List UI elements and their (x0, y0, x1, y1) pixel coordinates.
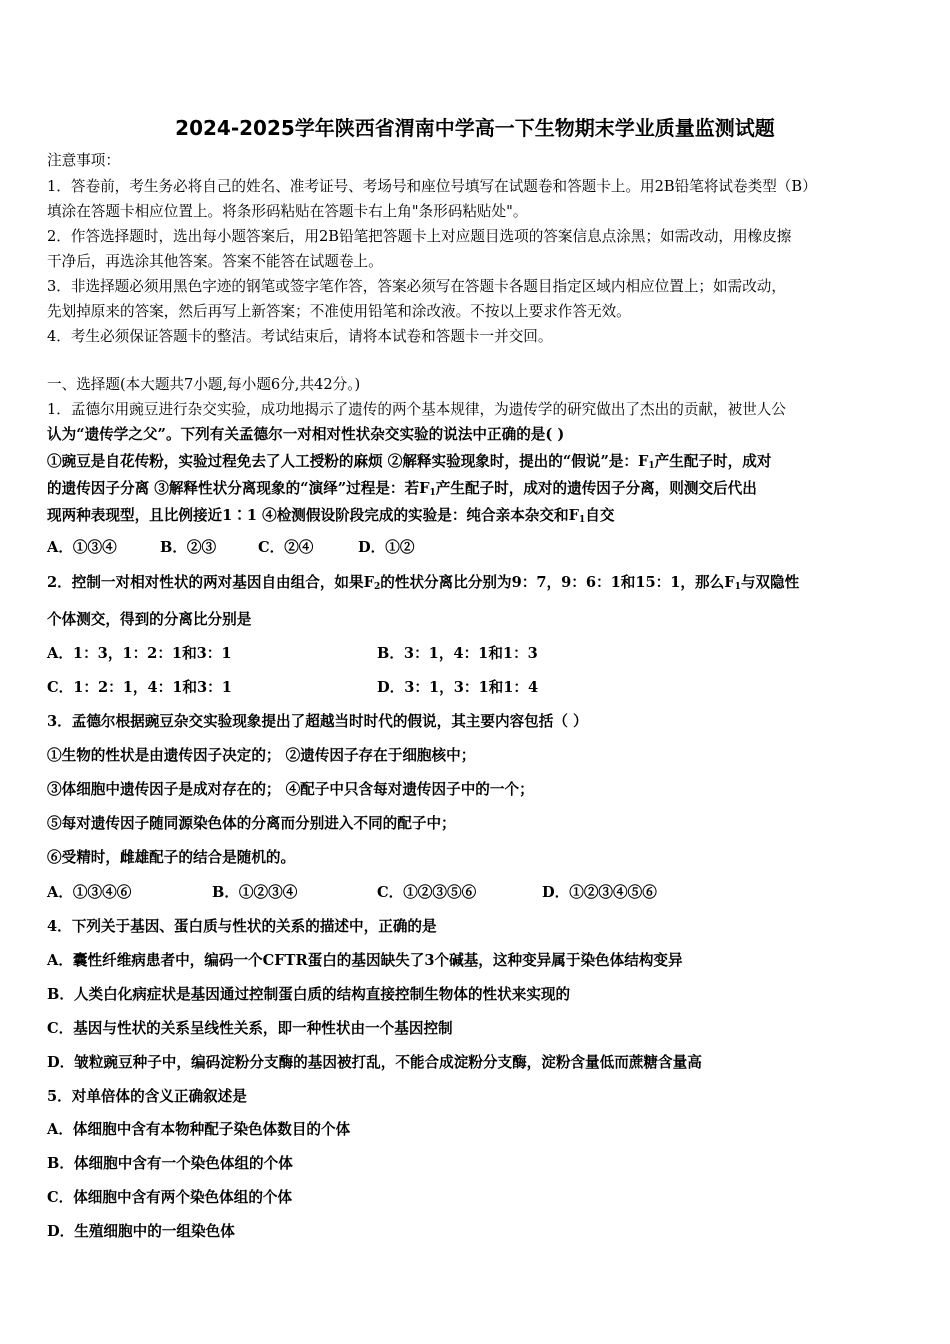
q1-stem-line: 认为“遗传学之父”。下列有关孟德尔一对相对性状杂交实验的说法中正确的是( ) (47, 426, 565, 443)
q3-item: ⑥受精时，雌雄配子的结合是随机的。 (47, 849, 296, 866)
q1-option-a[interactable]: A．①③④ (47, 539, 117, 556)
notice-line: 1．答卷前，考生务必将自己的姓名、准考证号、考场号和座位号填写在试题卷和答题卡上。用2B铅笔将试卷类型（B） (47, 178, 817, 195)
q5-stem: 5．对单倍体的含义正确叙述是 (47, 1088, 247, 1105)
q5-option-c[interactable]: C．体细胞中含有两个染色体组的个体 (47, 1189, 293, 1206)
notice-line: 2．作答选择题时，选出每小题答案后，用2B铅笔把答题卡上对应题目选项的答案信息点涂黑；如需改动，用橡皮擦 (47, 228, 792, 245)
q3-option-d[interactable]: D．①②③④⑤⑥ (542, 884, 657, 901)
notice-heading: 注意事项： (47, 152, 120, 169)
q1-statement: ①豌豆是自花传粉，实验过程免去了人工授粉的麻烦 ②解释实验现象时，提出的“假说”是：$F_1$产生配子时，成对 (47, 453, 772, 471)
q1-statement: 现两种表现型，且比例接近1∶1 ④检测假设阶段完成的实验是：纯合亲本杂交和$F_1$自交 (47, 507, 615, 525)
q3-option-a[interactable]: A．①③④⑥ (47, 884, 132, 901)
q1-statement: 的遗传因子分离 ③解释性状分离现象的“演绎”过程是：若$F_1$产生配子时，成对的遗传因子分离，则测交后代出 (47, 480, 757, 498)
notice-line: 4．考生必须保证答题卡的整洁。考试结束后，请将本试卷和答题卡一并交回。 (47, 328, 553, 345)
q3-item: ①生物的性状是由遗传因子决定的； ②遗传因子存在于细胞核中； (47, 747, 476, 764)
q2-stem-line: 2．控制一对相对性状的两对基因自由组合，如果$F_2$的性状分离比分别为9：7，9：6：1和15：1，那么$F_1$与双隐性 (47, 574, 800, 592)
q5-option-d[interactable]: D．生殖细胞中的一组染色体 (47, 1223, 235, 1240)
q4-stem: 4．下列关于基因、蛋白质与性状的关系的描述中，正确的是 (47, 918, 437, 935)
q2-option-b[interactable]: B．3：1，4：1和1：3 (377, 645, 538, 662)
q1-option-b[interactable]: B．②③ (160, 539, 217, 556)
q1-option-d[interactable]: D．①② (358, 539, 415, 556)
notice-line: 先划掉原来的答案，然后再写上新答案；不准使用铅笔和涂改液。不按以上要求作答无效。 (47, 303, 631, 320)
q4-option-d[interactable]: D．皱粒豌豆种子中，编码淀粉分支酶的基因被打乱，不能合成淀粉分支酶，淀粉含量低而蔗糖含量高 (47, 1054, 702, 1071)
q2-option-d[interactable]: D．3：1，3：1和1：4 (377, 679, 539, 696)
notice-line: 干净后，再选涂其他答案。答案不能答在试题卷上。 (47, 253, 383, 270)
q4-option-c[interactable]: C．基因与性状的关系呈线性关系，即一种性状由一个基因控制 (47, 1020, 453, 1037)
q2-option-a[interactable]: A．1：3，1：2：1和3：1 (47, 645, 232, 662)
q5-option-b[interactable]: B．体细胞中含有一个染色体组的个体 (47, 1155, 293, 1172)
q3-item: ③体细胞中遗传因子是成对存在的； ④配子中只含每对遗传因子中的一个； (47, 781, 534, 798)
section-heading: 一、选择题(本大题共7小题,每小题6分,共42分。) (47, 376, 361, 393)
q1-stem-line: 1．孟德尔用豌豆进行杂交实验，成功地揭示了遗传的两个基本规律，为遗传学的研究做出了杰出的贡献，被世人公 (47, 401, 786, 418)
q3-option-c[interactable]: C．①②③⑤⑥ (377, 884, 477, 901)
q3-item: ⑤每对遗传因子随同源染色体的分离而分别进入不同的配子中； (47, 815, 456, 832)
q5-option-a[interactable]: A．体细胞中含有本物种配子染色体数目的个体 (47, 1121, 351, 1138)
q2-stem-line: 个体测交，得到的分离比分别是 (47, 611, 252, 628)
q1-option-c[interactable]: C．②④ (258, 539, 314, 556)
q3-option-b[interactable]: B．①②③④ (212, 884, 298, 901)
notice-line: 3．非选择题必须用黑色字迹的钢笔或签字笔作答，答案必须写在答题卡各题目指定区域内相应位置上；如需改动， (47, 278, 786, 295)
q4-option-a[interactable]: A．囊性纤维病患者中，编码一个CFTR蛋白的基因缺失了3个碱基，这种变异属于染色体结构变异 (47, 952, 683, 969)
q3-stem: 3．孟德尔根据豌豆杂交实验现象提出了超越当时时代的假说，其主要内容包括（ ） (47, 713, 588, 730)
exam-title: 2024-2025学年陕西省渭南中学高一下生物期末学业质量监测试题 (175, 116, 775, 140)
q4-option-b[interactable]: B．人类白化病症状是基因通过控制蛋白质的结构直接控制生物体的性状来实现的 (47, 986, 571, 1003)
q2-option-c[interactable]: C．1：2：1，4：1和3：1 (47, 679, 232, 696)
notice-line: 填涂在答题卡相应位置上。将条形码粘贴在答题卡右上角"条形码粘贴处"。 (47, 203, 528, 220)
